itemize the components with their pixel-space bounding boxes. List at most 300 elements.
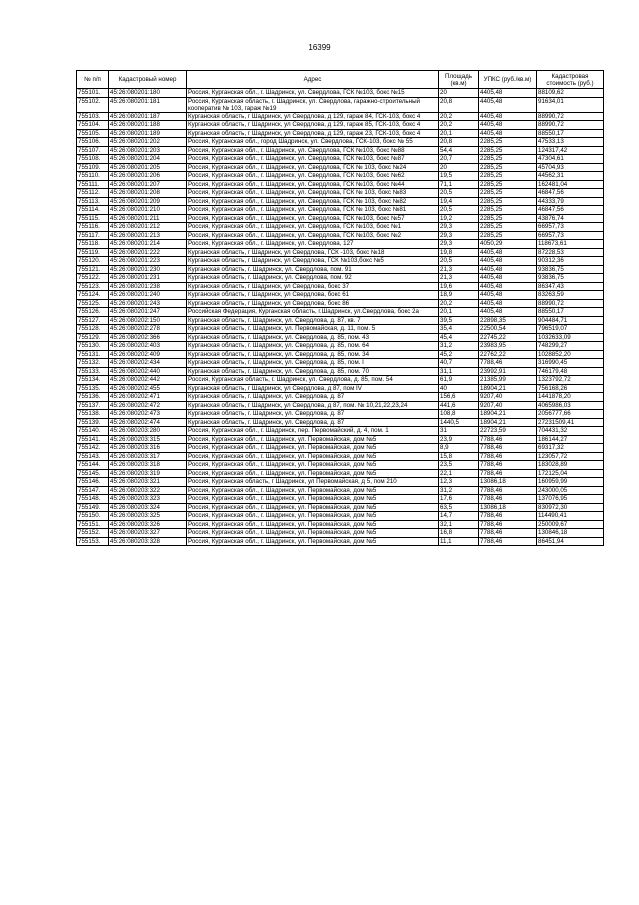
row-number-cell: 755142.	[77, 444, 109, 453]
cadastral-cost-cell: 88550,17	[537, 129, 604, 138]
row-number-cell: 755148.	[77, 495, 109, 504]
area-cell: 108,8	[439, 410, 479, 419]
address-cell: Курганская область, г. Шадринск, ул. Свердлова, д. 87, кв. 7	[187, 316, 439, 325]
area-cell: 20	[439, 89, 479, 98]
row-number-cell: 755140.	[77, 427, 109, 436]
address-cell: Курганская область, г. Шадринск, ул. Свердлова, д. 85, пом. 43	[187, 333, 439, 342]
row-number-cell: 755108.	[77, 155, 109, 164]
row-number-cell: 755122.	[77, 274, 109, 283]
area-cell: 20,2	[439, 121, 479, 130]
area-cell: 441,6	[439, 401, 479, 410]
cadastral-number-cell: 45:26:080203:326	[109, 520, 187, 529]
cadastral-number-cell: 45:26:080202:366	[109, 333, 187, 342]
upks-cell: 4405,48	[479, 129, 537, 138]
address-cell: Курганская область, г Шадринск, ул Свердлова, д 87, пом. № 10,21,22,23,24	[187, 401, 439, 410]
table-body	[77, 89, 604, 546]
upks-cell: 2285,25	[479, 197, 537, 206]
table-row	[77, 418, 604, 427]
row-number-cell: 755149.	[77, 503, 109, 512]
upks-cell: 2285,25	[479, 163, 537, 172]
row-number-cell: 755153.	[77, 537, 109, 546]
address-cell: Курганская область, г Шадринск, ул Свердлова, бокс 86	[187, 299, 439, 308]
upks-cell: 4405,48	[479, 274, 537, 283]
address-cell: Россия, Курганская обл., г. Шадринск, ул. Свердлова, ГСК №103, бокс №1	[187, 223, 439, 232]
area-cell: 23,9	[439, 435, 479, 444]
address-cell: Россия, Курганская обл., г. Шадринск, ул. Свердлова, ГСК №103, бокс №87	[187, 155, 439, 164]
row-number-cell: 755103.	[77, 112, 109, 121]
cadastral-number-cell: 45:26:080202:472	[109, 401, 187, 410]
table-row	[77, 146, 604, 155]
upks-cell: 7788,46	[479, 461, 537, 470]
cadastral-cost-cell: 88109,62	[537, 89, 604, 98]
table-row	[77, 138, 604, 147]
cadastral-table	[76, 70, 604, 546]
row-number-cell: 755124.	[77, 291, 109, 300]
row-number-cell: 755145.	[77, 469, 109, 478]
cadastral-cost-cell: 118673,61	[537, 240, 604, 249]
cadastral-number-cell: 45:26:080201:210	[109, 206, 187, 215]
cadastral-number-cell: 45:26:080202:278	[109, 325, 187, 334]
cadastral-cost-cell: 756168,26	[537, 384, 604, 393]
cadastral-number-cell: 45:26:080203:323	[109, 495, 187, 504]
table-row	[77, 503, 604, 512]
table-row	[77, 393, 604, 402]
upks-cell: 18904,21	[479, 384, 537, 393]
area-cell: 8,9	[439, 444, 479, 453]
cadastral-number-cell: 45:26:080201:211	[109, 214, 187, 223]
cadastral-cost-cell: 1323792,72	[537, 376, 604, 385]
upks-cell: 2285,25	[479, 189, 537, 198]
address-cell: Россия, Курганская обл., г. Шадринск, ул. Свердлова, ГСК № 103, бокс №83	[187, 189, 439, 198]
area-cell: 54,4	[439, 146, 479, 155]
address-cell: Курганская область, г. Шадринск, ул. Свердлова, д. 85, пом. I	[187, 359, 439, 368]
upks-cell: 4405,48	[479, 97, 537, 112]
cadastral-number-cell: 45:26:080203:317	[109, 452, 187, 461]
cadastral-number-cell: 45:26:080203:315	[109, 435, 187, 444]
row-number-cell: 755104.	[77, 121, 109, 130]
area-cell: 45,2	[439, 350, 479, 359]
cadastral-cost-cell: 130846,18	[537, 529, 604, 538]
cadastral-cost-cell: 88550,17	[537, 308, 604, 317]
table-row	[77, 299, 604, 308]
cadastral-cost-cell: 746179,48	[537, 367, 604, 376]
cadastral-cost-cell: 88990,72	[537, 299, 604, 308]
cadastral-number-cell: 45:26:080203:316	[109, 444, 187, 453]
table-row	[77, 427, 604, 436]
address-cell: Россия, Курганская обл., г. Шадринск, ул. Первомайская, дом №5	[187, 435, 439, 444]
address-cell: Курганская область, г. Шадринск, ул. Свердлова, д. 85, пом. 70	[187, 367, 439, 376]
cadastral-number-cell: 45:26:080203:321	[109, 478, 187, 487]
table-row	[77, 97, 604, 112]
cadastral-cost-cell: 1441878,20	[537, 393, 604, 402]
row-number-cell: 755123.	[77, 282, 109, 291]
cadastral-cost-cell: 86451,94	[537, 537, 604, 546]
row-number-cell: 755115.	[77, 214, 109, 223]
cadastral-cost-cell: 45704,93	[537, 163, 604, 172]
table-row	[77, 529, 604, 538]
address-cell: Россия, Курганская обл., г. Шадринск, ул. Свердлова, ГСК №103, бокс №2	[187, 231, 439, 240]
row-number-cell: 755150.	[77, 512, 109, 521]
row-number-cell: 755151.	[77, 520, 109, 529]
cadastral-cost-cell: 830972,30	[537, 503, 604, 512]
cadastral-cost-cell: 43876,74	[537, 214, 604, 223]
cadastral-cost-cell: 704431,32	[537, 427, 604, 436]
upks-cell: 4405,48	[479, 291, 537, 300]
cadastral-number-cell: 45:26:080201:231	[109, 274, 187, 283]
table-row	[77, 350, 604, 359]
cadastral-cost-cell: 183028,89	[537, 461, 604, 470]
address-cell: Курганская область, г Шадринск, ул Свердлова, д 129, гараж 85, ГСК-103, бокс 4	[187, 121, 439, 130]
cadastral-number-cell: 45:26:080202:442	[109, 376, 187, 385]
cadastral-number-cell: 45:26:080201:202	[109, 138, 187, 147]
cadastral-cost-cell: 124317,42	[537, 146, 604, 155]
address-cell: Россия, Курганская обл., г. Шадринск, ул. Свердлова, ГСК № 103, бокс №81	[187, 206, 439, 215]
area-cell: 11,1	[439, 537, 479, 546]
area-cell: 31,1	[439, 367, 479, 376]
area-cell: 20,2	[439, 299, 479, 308]
address-cell: Россия, Курганская обл., г. Шадринск, ул. Свердлова, ГСК № 103, бокс №24	[187, 163, 439, 172]
cadastral-number-cell: 45:26:080201:204	[109, 155, 187, 164]
area-cell: 45,4	[439, 333, 479, 342]
address-cell: Россия, Курганская обл., г. Шадринск, ул. Первомайская, дом №5	[187, 520, 439, 529]
table-row	[77, 257, 604, 266]
area-cell: 29,3	[439, 240, 479, 249]
area-cell: 19,4	[439, 197, 479, 206]
upks-cell: 4405,48	[479, 112, 537, 121]
table-row	[77, 367, 604, 376]
upks-cell: 2285,25	[479, 231, 537, 240]
row-number-cell: 755136.	[77, 393, 109, 402]
address-cell: Россия, Курганская обл., г. Шадринск, ул. Первомайская, дом №5	[187, 452, 439, 461]
cadastral-cost-cell: 27231509,41	[537, 418, 604, 427]
table-row	[77, 265, 604, 274]
area-cell: 15,8	[439, 452, 479, 461]
row-number-cell: 755138.	[77, 410, 109, 419]
cadastral-number-cell: 45:26:080202:150	[109, 316, 187, 325]
upks-cell: 2285,25	[479, 138, 537, 147]
cadastral-number-cell: 45:26:080202:474	[109, 418, 187, 427]
upks-cell: 2285,25	[479, 146, 537, 155]
area-cell: 12,3	[439, 478, 479, 487]
address-cell: Россия, Курганская обл., г. Шадринск, ул. Свердлова, ГСК № 103, бокс №82	[187, 197, 439, 206]
address-cell: Россия, Курганская обл., г. Шадринск, ул. Первомайская, дом №5	[187, 461, 439, 470]
cadastral-number-cell: 45:26:080203:327	[109, 529, 187, 538]
upks-cell: 22898,35	[479, 316, 537, 325]
cadastral-cost-cell: 137076,95	[537, 495, 604, 504]
cadastral-cost-cell: 162481,04	[537, 180, 604, 189]
upks-cell: 2285,25	[479, 206, 537, 215]
address-cell: Российская Федерация, Курганская область, г.Шадринск, ул.Свердлова, бокс 2а	[187, 308, 439, 317]
area-cell: 29,3	[439, 223, 479, 232]
cadastral-number-cell: 45:26:080201:189	[109, 129, 187, 138]
row-number-cell: 755125.	[77, 299, 109, 308]
cadastral-cost-cell: 91634,01	[537, 97, 604, 112]
address-cell: Курганская область, г Шадринск, ул Свердлова, ГСК №103,бокс №5	[187, 257, 439, 266]
address-cell: Курганская область, г. Шадринск, ул. Первомайская, д. 11, пом. 5	[187, 325, 439, 334]
table-row	[77, 478, 604, 487]
cadastral-cost-cell: 44562,31	[537, 172, 604, 181]
row-number-cell: 755105.	[77, 129, 109, 138]
cadastral-number-cell: 45:26:080202:440	[109, 367, 187, 376]
address-cell: Россия, Курганская обл., г. Шадринск, ул. Свердлова, ГСК №103, бокс №15	[187, 89, 439, 98]
upks-cell: 23983,95	[479, 342, 537, 351]
cadastral-number-cell: 45:26:080201:214	[109, 240, 187, 249]
table-row	[77, 316, 604, 325]
area-cell: 20,8	[439, 138, 479, 147]
address-cell: Россия, Курганская область, г. Шадринск, ул. Свердлова, гаражно-строительный кооператив № 103, гараж №19	[187, 97, 439, 112]
cadastral-cost-cell: 83263,59	[537, 291, 604, 300]
page-number: 16399	[308, 43, 331, 52]
cadastral-cost-cell: 796519,07	[537, 325, 604, 334]
row-number-cell: 755121.	[77, 265, 109, 274]
address-cell: Курганская область, г Шадринск, ул Свердлова, ГСК -103, бокс №18	[187, 248, 439, 257]
cadastral-number-cell: 45:26:080201:205	[109, 163, 187, 172]
header-row	[77, 71, 604, 89]
table-row	[77, 231, 604, 240]
cadastral-number-cell: 45:26:080203:322	[109, 486, 187, 495]
upks-cell: 4050,29	[479, 240, 537, 249]
table-row	[77, 223, 604, 232]
row-number-cell: 755112.	[77, 189, 109, 198]
cadastral-cost-cell: 88990,72	[537, 121, 604, 130]
table-row	[77, 206, 604, 215]
row-number-cell: 755113.	[77, 197, 109, 206]
row-number-cell: 755129.	[77, 333, 109, 342]
cadastral-cost-cell: 250009,67	[537, 520, 604, 529]
address-cell: Курганская область, г. Шадринск, ул. Свердлова, д. 85, пом. 64	[187, 342, 439, 351]
area-cell: 16,8	[439, 529, 479, 538]
area-cell: 19,8	[439, 248, 479, 257]
area-cell: 20,8	[439, 97, 479, 112]
cadastral-cost-cell: 123057,72	[537, 452, 604, 461]
cadastral-cost-cell: 46847,56	[537, 206, 604, 215]
table-row	[77, 240, 604, 249]
address-cell: Россия, Курганская обл., город Шадринск, ул. Свердлова, ГСК-103, бокс № 55	[187, 138, 439, 147]
address-cell: Россия, Курганская обл., г. Шадринск, ул. Свердлова, ГСК №103, бокс №88	[187, 146, 439, 155]
area-cell: 19,2	[439, 214, 479, 223]
table-row	[77, 112, 604, 121]
row-number-cell: 755147.	[77, 486, 109, 495]
area-cell: 20,1	[439, 308, 479, 317]
row-number-cell: 755131.	[77, 350, 109, 359]
table-row	[77, 342, 604, 351]
cadastral-cost-cell: 114490,41	[537, 512, 604, 521]
address-cell: Россия, Курганская область, г Шадринск, ул Первомайская, д 5, пом 210	[187, 478, 439, 487]
address-cell: Россия, Курганская обл., г. Шадринск, ул. Свердлова, ГСК №103, бокс №44	[187, 180, 439, 189]
cadastral-cost-cell: 316990,45	[537, 359, 604, 368]
cadastral-number-cell: 45:26:080201:240	[109, 291, 187, 300]
table-row	[77, 121, 604, 130]
area-cell: 20,5	[439, 257, 479, 266]
row-number-cell: 755128.	[77, 325, 109, 334]
address-cell: Россия, Курганская обл., г. Шадринск, ул. Первомайская, дом №5	[187, 495, 439, 504]
row-number-cell: 755126.	[77, 308, 109, 317]
area-cell: 31,2	[439, 342, 479, 351]
upks-cell: 4405,48	[479, 121, 537, 130]
upks-cell: 21385,99	[479, 376, 537, 385]
table-row	[77, 197, 604, 206]
area-cell: 40,7	[439, 359, 479, 368]
table-row	[77, 291, 604, 300]
table-row	[77, 435, 604, 444]
table-row	[77, 452, 604, 461]
row-number-cell: 755109.	[77, 163, 109, 172]
upks-cell: 18904,21	[479, 418, 537, 427]
row-number-cell: 755118.	[77, 240, 109, 249]
address-cell: Россия, Курганская обл., г. Шадринск, ул. Первомайская, дом №5	[187, 469, 439, 478]
row-number-cell: 755106.	[77, 138, 109, 147]
upks-cell: 2285,25	[479, 172, 537, 181]
area-cell: 1440,5	[439, 418, 479, 427]
row-number-cell: 755119.	[77, 248, 109, 257]
table-row	[77, 214, 604, 223]
row-number-cell: 755139.	[77, 418, 109, 427]
row-number-cell: 755152.	[77, 529, 109, 538]
table-row	[77, 520, 604, 529]
upks-cell: 13086,18	[479, 478, 537, 487]
row-number-cell: 755102.	[77, 97, 109, 112]
upks-cell: 4405,48	[479, 282, 537, 291]
address-cell: Курганская область, г Шадринск, ул Свердлова, д 87, пом IV	[187, 384, 439, 393]
upks-cell: 13086,18	[479, 503, 537, 512]
cadastral-number-cell: 45:26:080201:222	[109, 248, 187, 257]
upks-cell: 4405,48	[479, 308, 537, 317]
cadastral-cost-cell: 1028852,20	[537, 350, 604, 359]
upks-cell: 22500,54	[479, 325, 537, 334]
header-address: Адрес	[187, 71, 439, 89]
upks-cell: 2285,25	[479, 223, 537, 232]
row-number-cell: 755116.	[77, 223, 109, 232]
upks-cell: 22745,22	[479, 333, 537, 342]
table-row	[77, 486, 604, 495]
upks-cell: 4405,48	[479, 265, 537, 274]
row-number-cell: 755133.	[77, 367, 109, 376]
table-row	[77, 401, 604, 410]
row-number-cell: 755135.	[77, 384, 109, 393]
cadastral-cost-cell: 93836,75	[537, 274, 604, 283]
cadastral-number-cell: 45:26:080201:188	[109, 121, 187, 130]
cadastral-cost-cell: 47304,61	[537, 155, 604, 164]
area-cell: 63,5	[439, 503, 479, 512]
table-row	[77, 129, 604, 138]
table-row	[77, 333, 604, 342]
table-row	[77, 359, 604, 368]
upks-cell: 4405,48	[479, 248, 537, 257]
upks-cell: 7788,46	[479, 529, 537, 538]
row-number-cell: 755107.	[77, 146, 109, 155]
cadastral-cost-cell: 160959,99	[537, 478, 604, 487]
cadastral-cost-cell: 66957,73	[537, 231, 604, 240]
row-number-cell: 755127.	[77, 316, 109, 325]
area-cell: 21,3	[439, 265, 479, 274]
upks-cell: 7788,46	[479, 452, 537, 461]
row-number-cell: 755137.	[77, 401, 109, 410]
header-cadastral-cost: Кадастровая стоимость (руб.)	[537, 71, 604, 89]
cadastral-number-cell: 45:26:080201:206	[109, 172, 187, 181]
area-cell: 29,3	[439, 231, 479, 240]
cadastral-number-cell: 45:26:080201:230	[109, 265, 187, 274]
address-cell: Россия, Курганская обл., г. Шадринск, ул. Первомайская, дом №5	[187, 503, 439, 512]
row-number-cell: 755114.	[77, 206, 109, 215]
table-row	[77, 376, 604, 385]
address-cell: Россия, Курганская обл., г. Шадринск, ул. Свердлова, 127	[187, 240, 439, 249]
table-row	[77, 384, 604, 393]
cadastral-cost-cell: 87228,53	[537, 248, 604, 257]
cadastral-number-cell: 45:26:080201:243	[109, 299, 187, 308]
table-row	[77, 410, 604, 419]
cadastral-number-cell: 45:26:080202:409	[109, 350, 187, 359]
area-cell: 23,5	[439, 461, 479, 470]
area-cell: 19,5	[439, 172, 479, 181]
cadastral-number-cell: 45:26:080201:208	[109, 189, 187, 198]
address-cell: Курганская область, г. Шадринск, ул. Свердлова, д. 85, пом. 34	[187, 350, 439, 359]
cadastral-number-cell: 45:26:080203:328	[109, 537, 187, 546]
table-row	[77, 248, 604, 257]
table-row	[77, 469, 604, 478]
address-cell: Россия, Курганская обл., г. Шадринск, ул. Свердлова, ГСК №103, бокс №57	[187, 214, 439, 223]
address-cell: Курганская область, г. Шадринск, ул. Свердлова, д. 87	[187, 410, 439, 419]
cadastral-number-cell: 45:26:080203:280	[109, 427, 187, 436]
cadastral-number-cell: 45:26:080203:319	[109, 469, 187, 478]
upks-cell: 2285,25	[479, 214, 537, 223]
upks-cell: 7788,46	[479, 444, 537, 453]
table-row	[77, 495, 604, 504]
row-number-cell: 755146.	[77, 478, 109, 487]
cadastral-number-cell: 45:26:080201:180	[109, 89, 187, 98]
table-row	[77, 444, 604, 453]
upks-cell: 4405,48	[479, 257, 537, 266]
cadastral-number-cell: 45:26:080203:324	[109, 503, 187, 512]
upks-cell: 7788,46	[479, 512, 537, 521]
cadastral-number-cell: 45:26:080201:223	[109, 257, 187, 266]
cadastral-cost-cell: 2056777,66	[537, 410, 604, 419]
cadastral-cost-cell: 47533,13	[537, 138, 604, 147]
table-row	[77, 512, 604, 521]
row-number-cell: 755110.	[77, 172, 109, 181]
table-row	[77, 274, 604, 283]
upks-cell: 4405,48	[479, 89, 537, 98]
address-cell: Курганская область, г. Шадринск, ул. Свердлова, д. 87	[187, 418, 439, 427]
address-cell: Россия, Курганская обл., г. Шадринск, ул. Свердлова, ГСК №103, бокс №62	[187, 172, 439, 181]
address-cell: Россия, Курганская обл., г. Шадринск, ул. Первомайская, дом №5	[187, 537, 439, 546]
cadastral-cost-cell: 88990,72	[537, 112, 604, 121]
area-cell: 18,9	[439, 291, 479, 300]
row-number-cell: 755134.	[77, 376, 109, 385]
area-cell: 22,1	[439, 469, 479, 478]
row-number-cell: 755143.	[77, 452, 109, 461]
table-row	[77, 89, 604, 98]
cadastral-cost-cell: 904484,71	[537, 316, 604, 325]
cadastral-number-cell: 45:26:080201:203	[109, 146, 187, 155]
cadastral-cost-cell: 748299,27	[537, 342, 604, 351]
upks-cell: 7788,46	[479, 486, 537, 495]
area-cell: 32,1	[439, 520, 479, 529]
cadastral-number-cell: 45:26:080202:434	[109, 359, 187, 368]
cadastral-number-cell: 45:26:080201:187	[109, 112, 187, 121]
cadastral-cost-cell: 186144,27	[537, 435, 604, 444]
row-number-cell: 755117.	[77, 231, 109, 240]
cadastral-number-cell: 45:26:080201:212	[109, 223, 187, 232]
address-cell: Курганская область, г Шадринск, ул Свердлова, д 129, гараж 84, ГСК-103, бокс 4	[187, 112, 439, 121]
table-row	[77, 461, 604, 470]
area-cell: 35,4	[439, 325, 479, 334]
upks-cell: 18904,21	[479, 410, 537, 419]
table-header	[77, 71, 604, 89]
address-cell: Курганская область, г Шадринск, ул Свердлова, бокс 61	[187, 291, 439, 300]
header-area: Площадь (кв.м)	[439, 71, 479, 89]
table-row	[77, 163, 604, 172]
address-cell: Россия, Курганская обл., г. Шадринск, пер. Первомайский, д. 4, пом. 1	[187, 427, 439, 436]
